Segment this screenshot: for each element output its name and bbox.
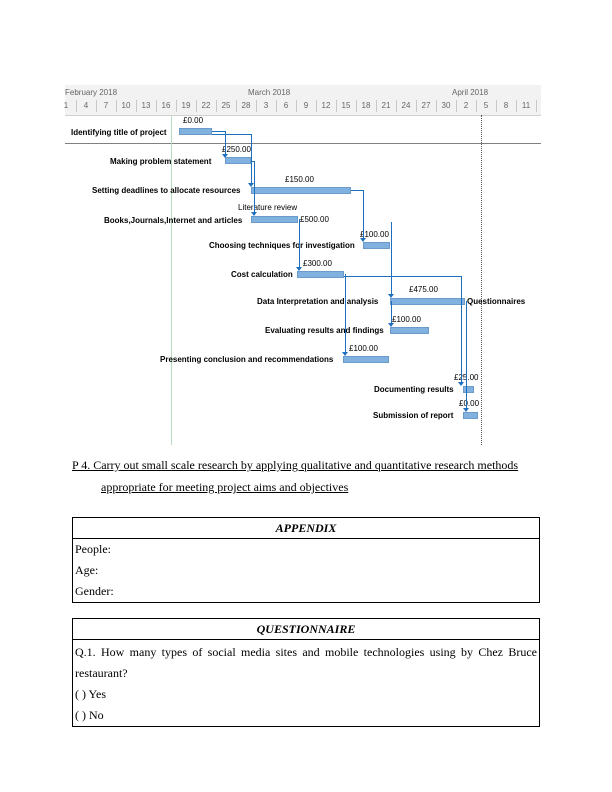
day-label: 4 [76, 100, 97, 112]
day-label: 2 [456, 100, 477, 112]
appendix-field: Age: [75, 563, 99, 577]
month-label: April 2018 [452, 88, 489, 97]
task-cost: £300.00 [303, 259, 332, 268]
answer-option: ( ) Yes [75, 687, 107, 701]
dependency-arrow [251, 212, 257, 216]
day-label: 30 [436, 100, 457, 112]
task-cost: £100.00 [349, 344, 378, 353]
task-label: Making problem statement [110, 157, 212, 166]
month-label: February 2018 [65, 88, 118, 97]
day-label: 1 [56, 100, 77, 112]
appendix-table [72, 517, 540, 603]
day-label: 18 [356, 100, 377, 112]
month-label: March 2018 [248, 88, 291, 97]
day-label: 15 [336, 100, 357, 112]
dependency-link [344, 276, 462, 384]
questionnaire-table [72, 618, 540, 727]
task-label: Presenting conclusion and recommendations [160, 355, 334, 364]
task-cost: £25.00 [454, 373, 479, 382]
appendix-field: Gender: [75, 584, 114, 598]
answer-option: ( ) No [75, 708, 104, 722]
task-label: Cost calculation [231, 270, 293, 279]
dependency-link [251, 161, 255, 214]
task-bar [363, 242, 390, 249]
day-label: 16 [156, 100, 177, 112]
day-label: 24 [396, 100, 417, 112]
task-label: Evaluating results and findings [265, 326, 384, 335]
task-label: Documenting results [374, 385, 454, 394]
dependency-link [351, 190, 364, 240]
day-label: 7 [96, 100, 117, 112]
task-cost: £150.00 [285, 175, 314, 184]
task-cost: £100.00 [392, 315, 421, 324]
heading-line-2: appropriate for meeting project aims and objectives [101, 480, 349, 494]
task-bar [251, 216, 298, 223]
day-label: 27 [416, 100, 437, 112]
day-label: 11 [516, 100, 537, 112]
day-label: 5 [476, 100, 497, 112]
dependency-arrow [458, 382, 464, 386]
task-cost: £250.00 [222, 145, 251, 154]
task-bar [297, 271, 344, 278]
day-label: 21 [376, 100, 397, 112]
day-label: 12 [316, 100, 337, 112]
task-cost: £100.00 [360, 230, 389, 239]
day-label: 28 [236, 100, 257, 112]
task-note: Questionnaires [467, 297, 526, 306]
task-label: Choosing techniques for investigation [209, 241, 355, 250]
deadline-line [481, 115, 482, 445]
day-label: 6 [276, 100, 297, 112]
timescale [65, 85, 541, 116]
day-label: 9 [296, 100, 317, 112]
row-separator [65, 143, 541, 144]
day-label: 25 [216, 100, 237, 112]
day-label: 19 [176, 100, 197, 112]
dependency-arrow [296, 267, 302, 271]
dependency-link [465, 301, 467, 409]
question-text: Q.1. How many types of social media sites and mobile technologies using by Chez Bruce restaurant? [75, 645, 537, 680]
task-label: Identifying title of project [71, 128, 167, 137]
task-title: Literature review [238, 203, 298, 212]
dependency-link [298, 219, 300, 268]
day-label: 10 [116, 100, 137, 112]
section-heading [72, 454, 540, 498]
day-label: 13 [136, 100, 157, 112]
task-cost: £500.00 [300, 215, 329, 224]
task-label: Data Interpretation and analysis [257, 297, 379, 306]
task-bar [463, 412, 478, 419]
dependency-link [212, 134, 252, 185]
task-bar [251, 187, 351, 194]
task-label: Setting deadlines to allocate resources [92, 186, 241, 195]
task-label: Submission of report [373, 411, 454, 420]
task-label: Books,Journals,Internet and articles [104, 216, 243, 225]
day-label: 3 [256, 100, 277, 112]
appendix-title: APPENDIX [73, 518, 539, 539]
day-label: 8 [496, 100, 517, 112]
dependency-arrow [463, 408, 469, 412]
day-label: 22 [196, 100, 217, 112]
task-cost: £0.00 [183, 116, 204, 125]
questionnaire-title: QUESTIONNAIRE [73, 619, 539, 640]
task-bar [179, 128, 212, 135]
dependency-arrow [360, 238, 366, 242]
day-row [65, 100, 541, 114]
appendix-field: People: [75, 542, 111, 556]
heading-line-1: P 4. Carry out small scale research by applying qualitative and quantitative research methods [72, 458, 519, 472]
task-cost: £475.00 [409, 285, 438, 294]
task-cost: £0.00 [459, 399, 480, 408]
